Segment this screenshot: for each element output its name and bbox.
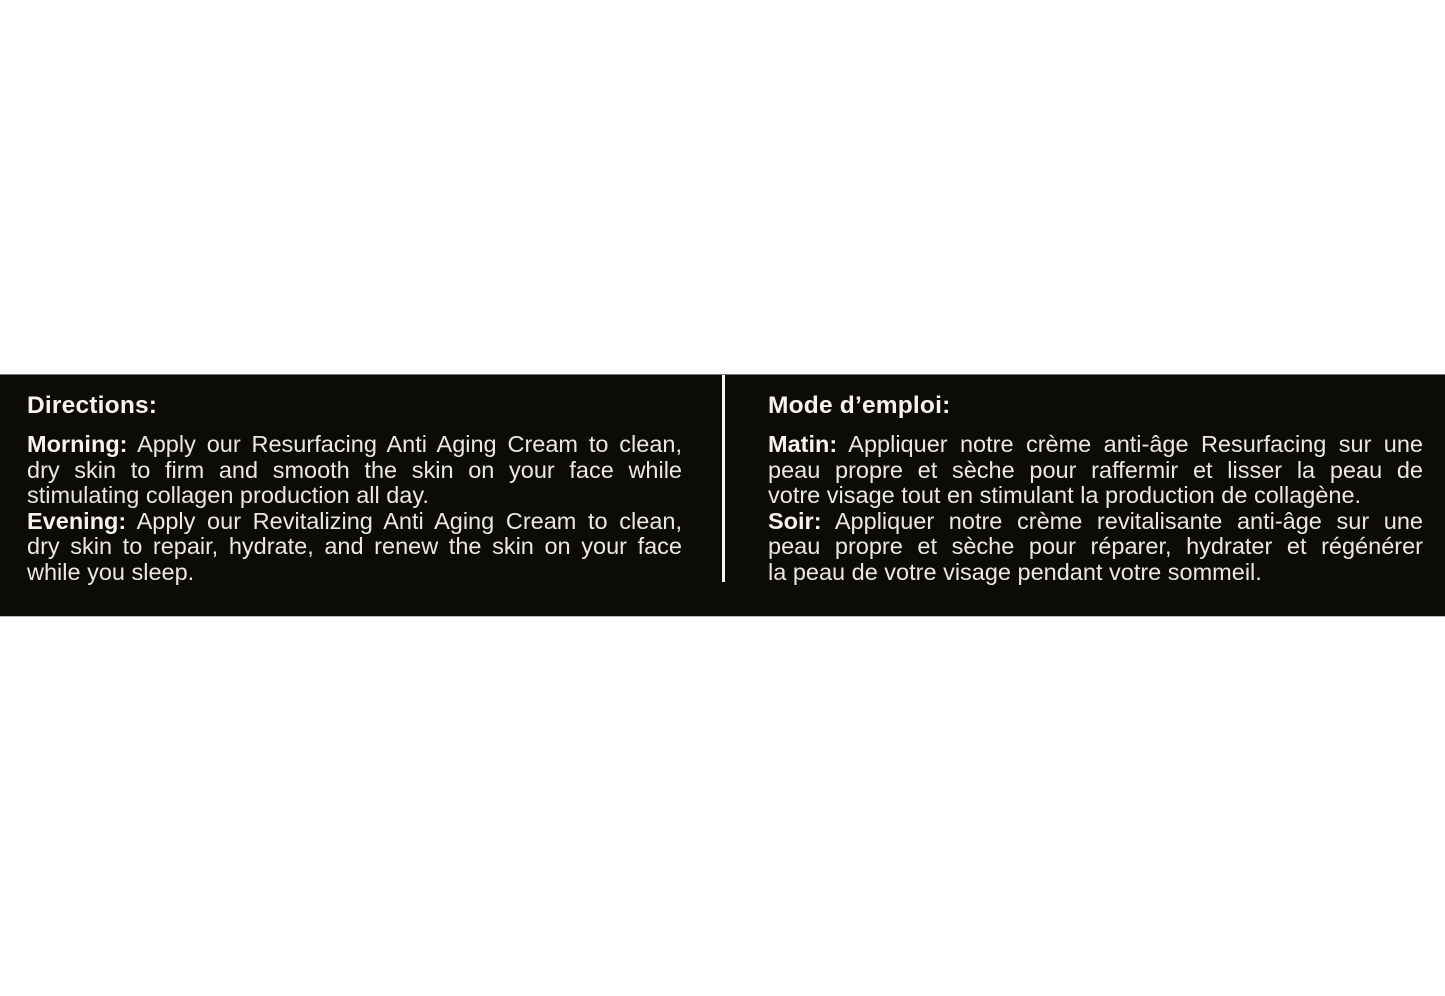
directions-heading: Directions: — [27, 392, 158, 419]
morning-label: Morning: — [27, 431, 128, 457]
soir-label: Soir: — [768, 507, 822, 534]
text-line — [27, 509, 682, 535]
soir-line1: Appliquer notre crème revitalisante anti-âge sur une — [834, 507, 1423, 534]
soir-line3: la peau de votre visage pendant votre sommeil. — [768, 558, 1262, 585]
soir-line2: peau propre et sèche pour réparer, hydrater et régénérer — [768, 533, 1423, 559]
matin-label: Matin: — [768, 431, 838, 457]
evening-line2: dry skin to repair, hydrate, and renew the skin on your face — [27, 533, 682, 559]
matin-paragraph — [768, 432, 1423, 509]
mode-demploi-section-french — [768, 392, 1423, 585]
evening-line1: Apply our Revitalizing Anti Aging Cream to clean, — [136, 507, 682, 534]
text-line — [27, 432, 682, 458]
matin-line3: votre visage tout en stimulant la production de collagène. — [768, 482, 1362, 508]
morning-line2: dry skin to firm and smooth the skin on your face while — [27, 456, 682, 483]
top-white-margin — [0, 0, 1445, 374]
morning-line3: stimulating collagen production all day. — [27, 482, 429, 508]
directions-section-english — [27, 392, 682, 585]
soir-paragraph — [768, 509, 1423, 586]
evening-line3: while you sleep. — [27, 558, 195, 585]
text-line — [768, 432, 1423, 458]
text-line — [768, 509, 1423, 535]
bottom-white-margin — [0, 617, 1445, 996]
morning-paragraph — [27, 432, 682, 509]
column-divider — [722, 375, 725, 582]
usage-directions-panel — [0, 374, 1445, 617]
morning-line1: Apply our Resurfacing Anti Aging Cream to clean, — [137, 431, 683, 457]
evening-label: Evening: — [27, 507, 127, 534]
matin-line2: peau propre et sèche pour raffermir et lisser la peau de — [768, 456, 1423, 483]
evening-paragraph — [27, 509, 682, 586]
mode-demploi-heading: Mode d’emploi: — [768, 392, 951, 419]
matin-line1: Appliquer notre crème anti-âge Resurfacing sur une — [848, 431, 1423, 457]
